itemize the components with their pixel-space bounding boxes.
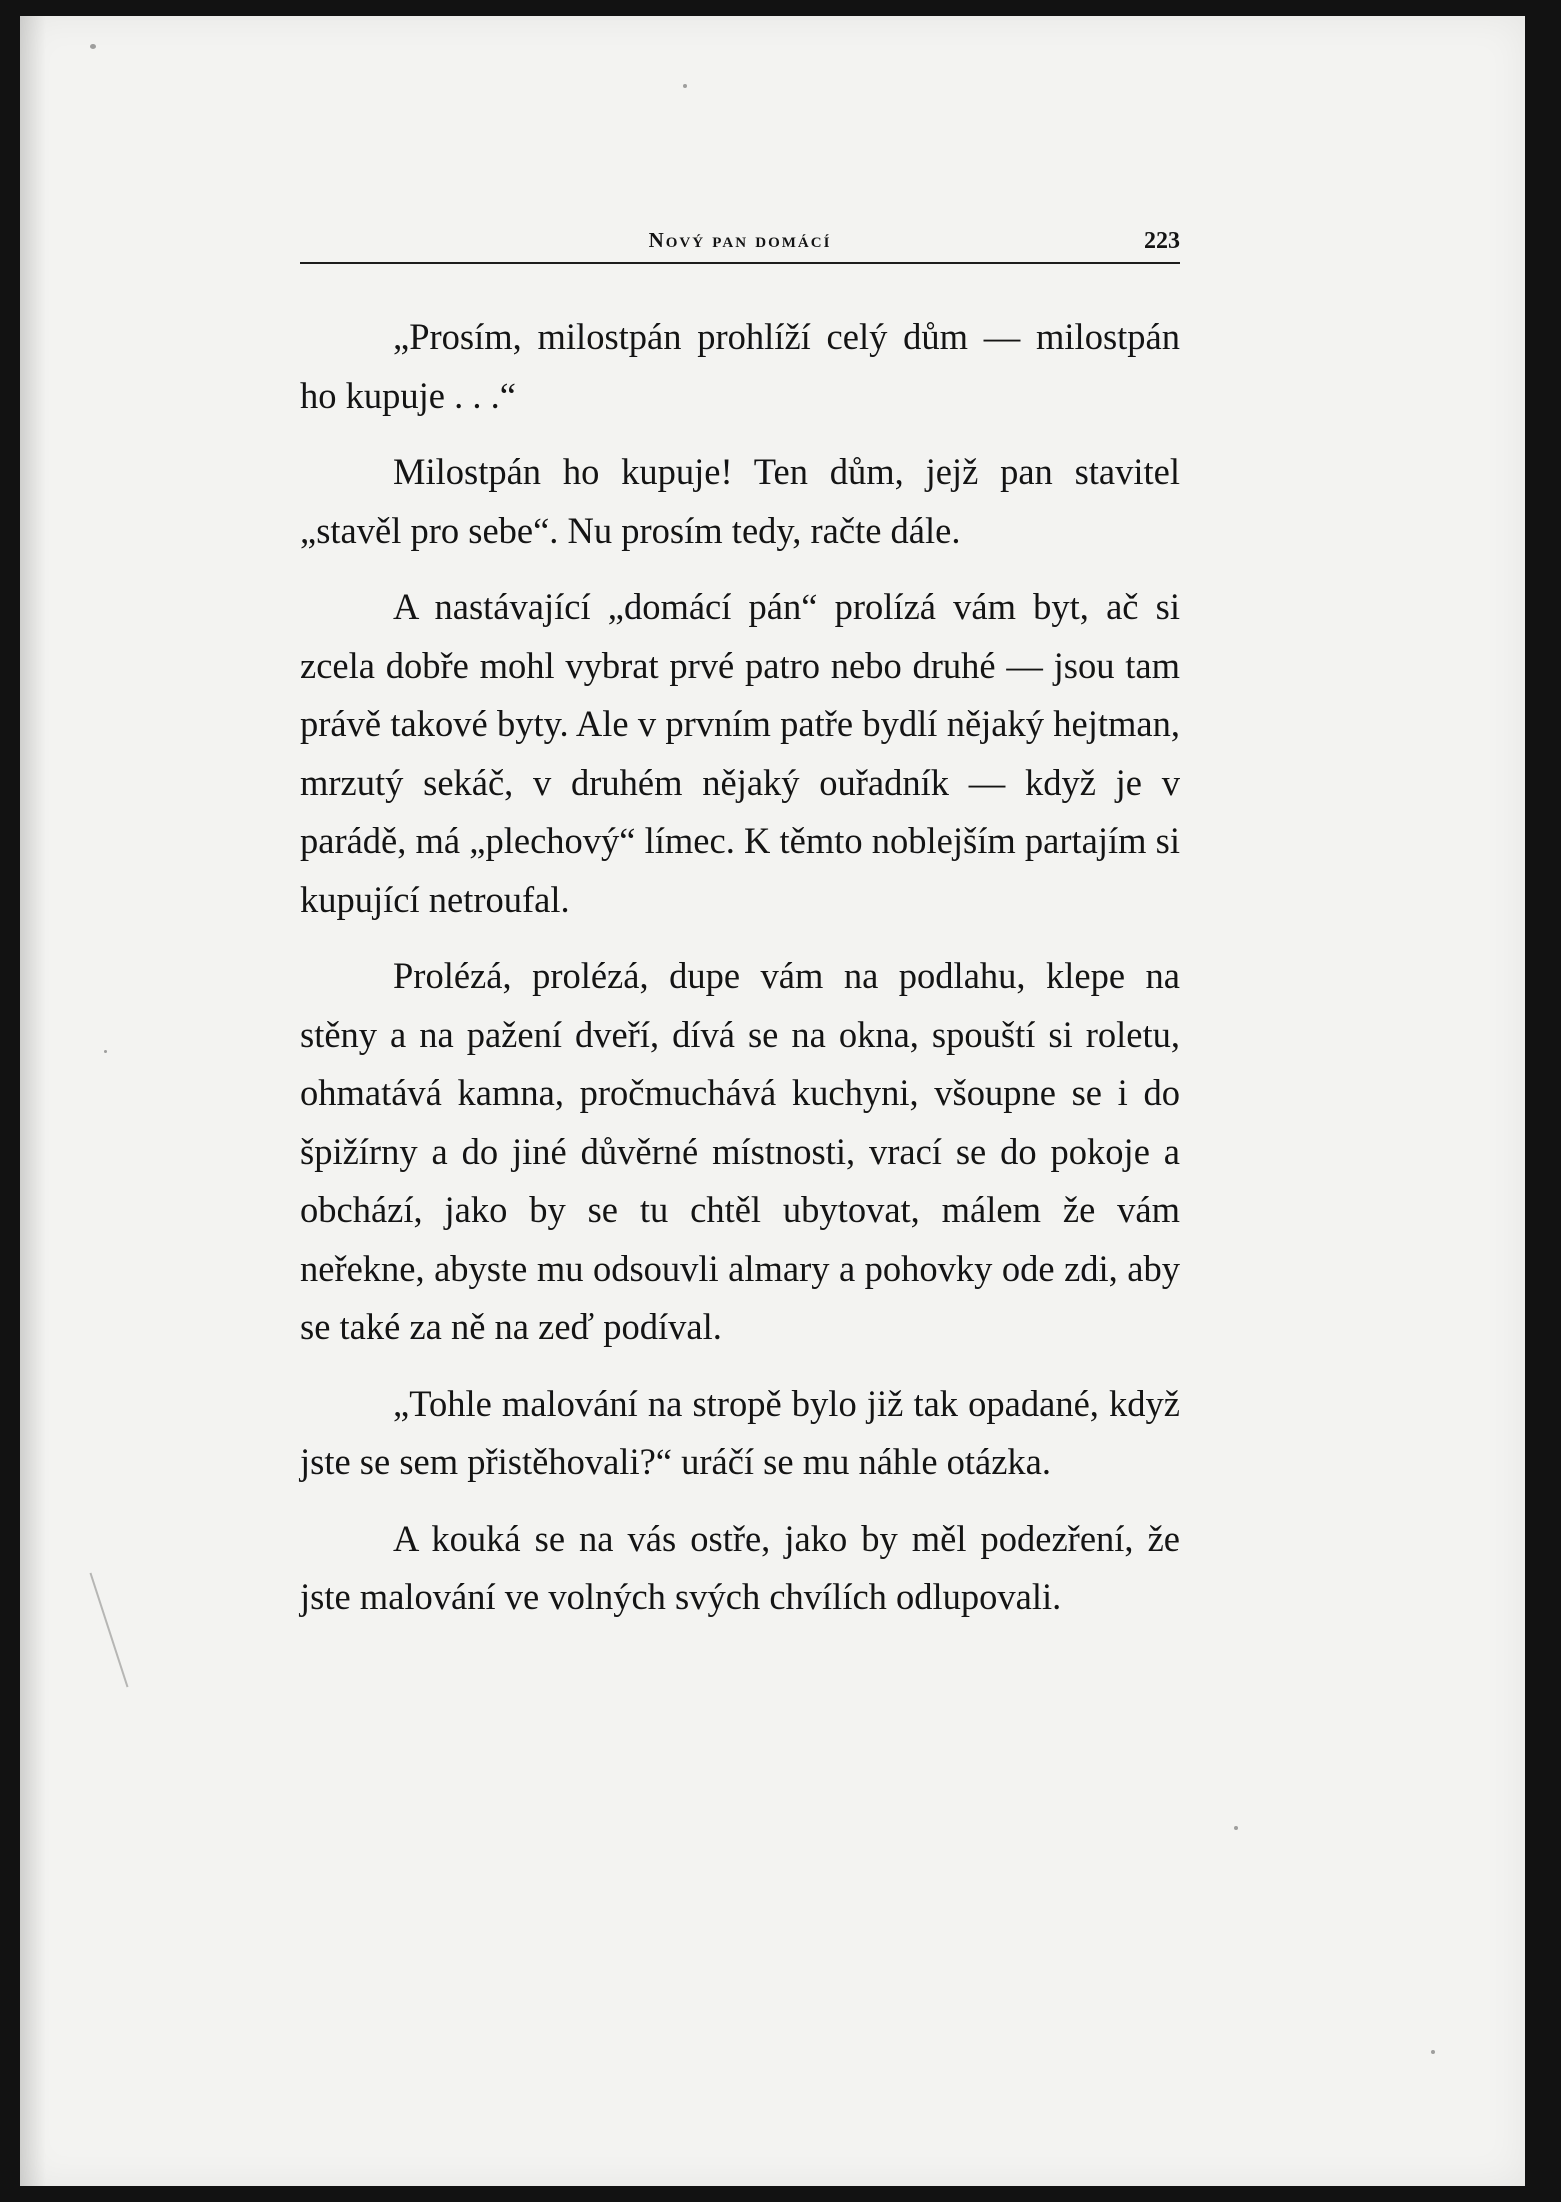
paragraph: Milostpán ho kupuje! Ten dům, jejž pan stavitel „stavěl pro sebe“. Nu prosím tedy, račte dále. [300,451,1180,551]
dust-speck [1431,2050,1435,2054]
text-block [300,222,1180,1627]
body-text [300,308,1180,1627]
dust-speck [683,84,687,88]
page-edge-shadow [20,16,46,2186]
dust-speck [104,1050,107,1053]
dust-speck [1234,1826,1238,1830]
dust-speck [90,44,96,49]
paragraph: A kouká se na vás ostře, jako by měl podezření, že jste malování ve volných svých chvílích odlupovali. [300,1517,1180,1617]
running-title: Nový pan domácí [648,228,832,252]
paragraph: A nastávající „domácí pán“ prolízá vám byt, ač si zcela dobře mohl vybrat prvé patro nebo druhé — jsou tam právě takové byty. Ale v prvním patře bydlí nějaký hejtman, mrzutý sekáč, v druhém nějaký ouřadník — když je v parádě, má „plechový“ límec. K těmto noblejším partajím si kupující netroufal. [300,586,1180,920]
paragraph: „Prosím, milostpán prohlíží celý dům — milostpán ho kupuje . . .“ [300,316,1180,416]
page-number: 223 [1144,228,1180,254]
paragraph: Prolézá, prolézá, dupe vám na podlahu, klepe na stěny a na pažení dveří, dívá se na okna, spouští si roletu, ohmatává kamna, pročmuchává kuchyni, všoupne se i do špižírny a do jiné důvěrné místnosti, vrací se do pokoje a obchází, jako by se tu chtěl ubytovat, málem že vám neřekne, abyste mu odsouvli almary a pohovky ode zdi, aby se také za ně na zeď podíval. [300,955,1180,1347]
running-head [300,222,1180,264]
paragraph: „Tohle malování na stropě bylo již tak opadané, když jste se sem přistěhovali?“ uráčí se mu náhle otázka. [300,1382,1180,1482]
